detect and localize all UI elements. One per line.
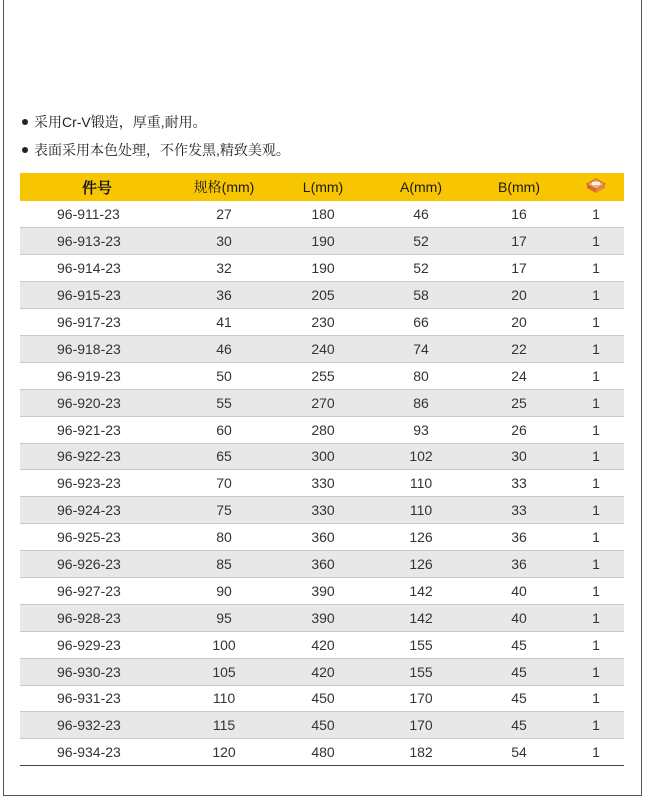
cell-part-number: 96-934-23 [20, 739, 174, 766]
cell-part-number: 96-921-23 [20, 416, 174, 443]
cell-part-number: 96-927-23 [20, 577, 174, 604]
header-quantity [568, 173, 624, 201]
cell-size: 30 [174, 228, 274, 255]
cell-part-number: 96-914-23 [20, 255, 174, 282]
cell-a: 86 [372, 389, 470, 416]
cell-size: 95 [174, 604, 274, 631]
table-row [20, 712, 624, 739]
table-row [20, 335, 624, 362]
cell-a: 102 [372, 443, 470, 470]
table-row [20, 443, 624, 470]
cell-a: 142 [372, 604, 470, 631]
cell-a: 126 [372, 524, 470, 551]
cell-length: 330 [274, 470, 372, 497]
cell-part-number: 96-915-23 [20, 282, 174, 309]
cell-quantity: 1 [568, 309, 624, 336]
cell-b: 17 [470, 255, 568, 282]
cell-b: 40 [470, 577, 568, 604]
cell-length: 360 [274, 524, 372, 551]
cell-size: 46 [174, 335, 274, 362]
table-row [20, 282, 624, 309]
table-row [20, 685, 624, 712]
cell-a: 170 [372, 712, 470, 739]
cell-length: 300 [274, 443, 372, 470]
cell-size: 90 [174, 577, 274, 604]
cell-part-number: 96-929-23 [20, 631, 174, 658]
table-row [20, 524, 624, 551]
cell-b: 33 [470, 470, 568, 497]
cell-a: 52 [372, 228, 470, 255]
cell-b: 26 [470, 416, 568, 443]
cell-quantity: 1 [568, 470, 624, 497]
table-row [20, 309, 624, 336]
cell-b: 25 [470, 389, 568, 416]
cell-length: 255 [274, 362, 372, 389]
spec-table [20, 173, 624, 766]
cell-b: 45 [470, 685, 568, 712]
cell-size: 80 [174, 524, 274, 551]
cell-quantity: 1 [568, 577, 624, 604]
cell-length: 330 [274, 497, 372, 524]
cell-size: 105 [174, 658, 274, 685]
cell-size: 27 [174, 201, 274, 228]
feature-item [22, 108, 290, 136]
cell-quantity: 1 [568, 335, 624, 362]
cell-b: 36 [470, 524, 568, 551]
cell-a: 110 [372, 470, 470, 497]
cell-size: 50 [174, 362, 274, 389]
cell-quantity: 1 [568, 389, 624, 416]
cell-length: 190 [274, 228, 372, 255]
cell-a: 52 [372, 255, 470, 282]
cell-b: 17 [470, 228, 568, 255]
cell-a: 142 [372, 577, 470, 604]
cell-b: 30 [470, 443, 568, 470]
cell-b: 40 [470, 604, 568, 631]
cell-length: 180 [274, 201, 372, 228]
bullet-icon [22, 119, 28, 125]
cell-quantity: 1 [568, 497, 624, 524]
header-a: A(mm) [400, 179, 442, 195]
cell-a: 80 [372, 362, 470, 389]
cell-b: 16 [470, 201, 568, 228]
cell-quantity: 1 [568, 201, 624, 228]
cell-b: 45 [470, 658, 568, 685]
cell-size: 115 [174, 712, 274, 739]
cell-a: 58 [372, 282, 470, 309]
table-row [20, 739, 624, 766]
cell-part-number: 96-923-23 [20, 470, 174, 497]
cell-length: 360 [274, 551, 372, 578]
table-row [20, 658, 624, 685]
table-row [20, 255, 624, 282]
cell-quantity: 1 [568, 255, 624, 282]
cell-a: 155 [372, 658, 470, 685]
cell-quantity: 1 [568, 658, 624, 685]
table-row [20, 228, 624, 255]
cell-part-number: 96-925-23 [20, 524, 174, 551]
cell-quantity: 1 [568, 362, 624, 389]
table-row [20, 201, 624, 228]
cell-size: 85 [174, 551, 274, 578]
box-icon [586, 178, 606, 197]
cell-length: 280 [274, 416, 372, 443]
cell-part-number: 96-928-23 [20, 604, 174, 631]
cell-part-number: 96-926-23 [20, 551, 174, 578]
cell-part-number: 96-918-23 [20, 335, 174, 362]
cell-part-number: 96-932-23 [20, 712, 174, 739]
cell-part-number: 96-911-23 [20, 201, 174, 228]
cell-b: 45 [470, 631, 568, 658]
table-row [20, 362, 624, 389]
cell-a: 66 [372, 309, 470, 336]
cell-a: 182 [372, 739, 470, 766]
cell-b: 22 [470, 335, 568, 362]
cell-size: 75 [174, 497, 274, 524]
cell-quantity: 1 [568, 551, 624, 578]
cell-length: 450 [274, 685, 372, 712]
cell-quantity: 1 [568, 739, 624, 766]
cell-a: 126 [372, 551, 470, 578]
cell-size: 65 [174, 443, 274, 470]
cell-part-number: 96-931-23 [20, 685, 174, 712]
feature-item [22, 136, 290, 164]
cell-part-number: 96-930-23 [20, 658, 174, 685]
cell-quantity: 1 [568, 604, 624, 631]
cell-size: 36 [174, 282, 274, 309]
cell-part-number: 96-924-23 [20, 497, 174, 524]
cell-size: 55 [174, 389, 274, 416]
table-header-row [20, 173, 624, 201]
cell-size: 110 [174, 685, 274, 712]
cell-b: 33 [470, 497, 568, 524]
header-size: 规格(mm) [193, 179, 255, 195]
table-row [20, 470, 624, 497]
table-body [20, 201, 624, 766]
cell-a: 155 [372, 631, 470, 658]
cell-quantity: 1 [568, 631, 624, 658]
feature-text: 采用Cr-V锻造，厚重,耐用。 [34, 114, 207, 130]
cell-b: 45 [470, 712, 568, 739]
cell-length: 205 [274, 282, 372, 309]
cell-size: 32 [174, 255, 274, 282]
header-length: L(mm) [302, 179, 344, 195]
table-row [20, 416, 624, 443]
cell-size: 70 [174, 470, 274, 497]
bullet-icon [22, 147, 28, 153]
cell-length: 190 [274, 255, 372, 282]
cell-length: 450 [274, 712, 372, 739]
cell-quantity: 1 [568, 685, 624, 712]
cell-length: 480 [274, 739, 372, 766]
cell-quantity: 1 [568, 282, 624, 309]
cell-b: 24 [470, 362, 568, 389]
cell-part-number: 96-922-23 [20, 443, 174, 470]
cell-quantity: 1 [568, 712, 624, 739]
cell-size: 41 [174, 309, 274, 336]
cell-b: 20 [470, 309, 568, 336]
feature-text: 表面采用本色处理，不作发黑,精致美观。 [34, 142, 290, 158]
table-row [20, 551, 624, 578]
cell-length: 390 [274, 604, 372, 631]
cell-part-number: 96-919-23 [20, 362, 174, 389]
table-row [20, 577, 624, 604]
cell-length: 240 [274, 335, 372, 362]
header-part-number: 件号 [81, 179, 112, 197]
cell-length: 230 [274, 309, 372, 336]
table-row [20, 389, 624, 416]
cell-part-number: 96-913-23 [20, 228, 174, 255]
cell-size: 100 [174, 631, 274, 658]
cell-b: 36 [470, 551, 568, 578]
cell-a: 74 [372, 335, 470, 362]
table-row [20, 604, 624, 631]
header-b: B(mm) [498, 179, 540, 195]
cell-quantity: 1 [568, 524, 624, 551]
feature-list [22, 108, 290, 164]
cell-length: 270 [274, 389, 372, 416]
cell-part-number: 96-920-23 [20, 389, 174, 416]
cell-size: 60 [174, 416, 274, 443]
cell-a: 46 [372, 201, 470, 228]
cell-a: 110 [372, 497, 470, 524]
cell-b: 54 [470, 739, 568, 766]
cell-part-number: 96-917-23 [20, 309, 174, 336]
cell-a: 170 [372, 685, 470, 712]
cell-quantity: 1 [568, 416, 624, 443]
cell-a: 93 [372, 416, 470, 443]
cell-size: 120 [174, 739, 274, 766]
table-row [20, 497, 624, 524]
cell-length: 390 [274, 577, 372, 604]
table-row [20, 631, 624, 658]
cell-quantity: 1 [568, 228, 624, 255]
cell-length: 420 [274, 658, 372, 685]
cell-b: 20 [470, 282, 568, 309]
cell-length: 420 [274, 631, 372, 658]
cell-quantity: 1 [568, 443, 624, 470]
